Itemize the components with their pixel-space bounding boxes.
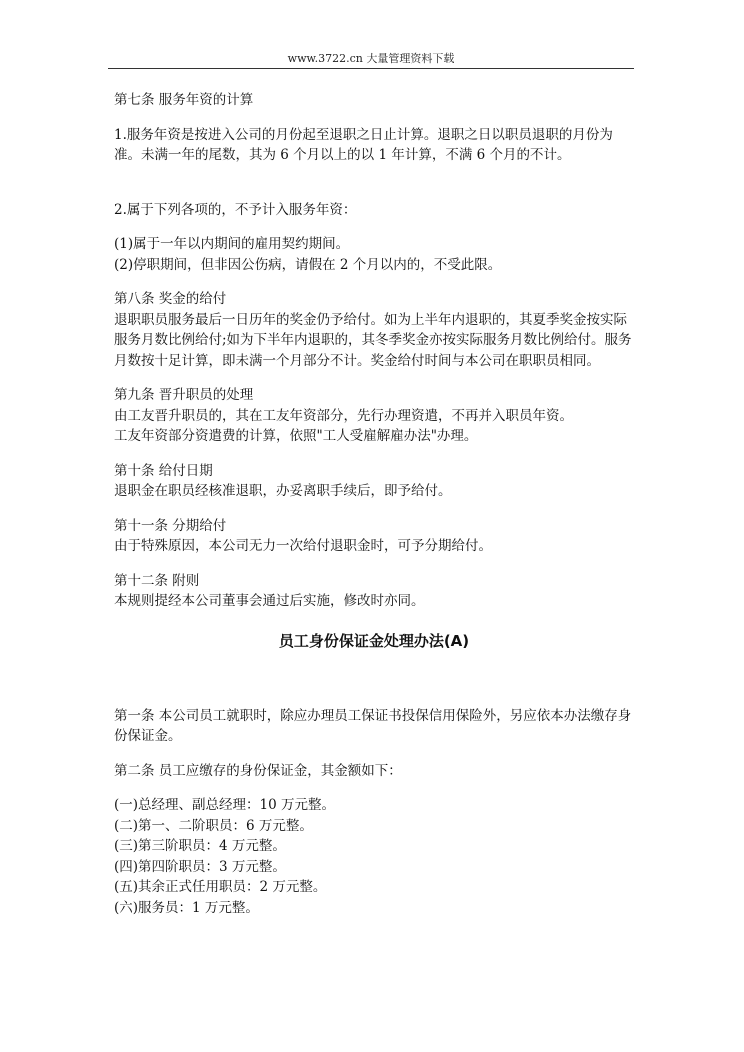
article-7-item-1: (1)属于一年以内期间的雇用契约期间。 bbox=[114, 236, 350, 252]
article-7-title: 第七条 服务年资的计算 bbox=[114, 92, 254, 108]
section-title: 员工身份保证金处理办法(A) bbox=[278, 631, 470, 650]
deposit-item: (二)第一、二阶职员：6 万元整。 bbox=[114, 817, 313, 834]
deposit-item: (六)服务员：1 万元整。 bbox=[114, 899, 259, 916]
deposit-article-1: 第一条 本公司员工就职时，除应办理员工保证书投保信用保险外，另应依本办法缴存身份保证金。 bbox=[114, 707, 632, 744]
article-11-title: 第十一条 分期给付 bbox=[114, 517, 227, 534]
article-7-paragraph-1: 1.服务年资是按进入公司的月份起至退职之日止计算。退职之日以职员退职的月份为准。未满一年的尾数，其为 6 个月以上的以 1 年计算，不满 6 个月的不计。 bbox=[114, 126, 613, 163]
deposit-article-2: 第二条 员工应缴存的身份保证金，其金额如下： bbox=[114, 762, 402, 779]
article-9-title: 第九条 晋升职员的处理 bbox=[114, 387, 254, 403]
article-12-body: 本规则提经本公司董事会通过后实施，修改时亦同。 bbox=[114, 593, 425, 609]
article-10-body: 退职金在职员经核准退职，办妥离职手续后，即予给付。 bbox=[114, 483, 452, 499]
article-7-item-2: (2)停职期间，但非因公伤病，请假在 2 个月以内的，不受此限。 bbox=[114, 256, 502, 273]
article-9-line-1: 由工友晋升职员的，其在工友年资部分，先行办理资遣，不再并入职员年资。 bbox=[114, 407, 573, 424]
article-9-line-2: 工友年资部分资遣费的计算，依照"工人受雇解雇办法"办理。 bbox=[114, 428, 478, 444]
deposit-item: (三)第三阶职员：4 万元整。 bbox=[114, 838, 286, 854]
deposit-item: (四)第四阶职员：3 万元整。 bbox=[114, 858, 286, 875]
page-header: www.3722.cn 大量管理资料下载 bbox=[287, 52, 455, 65]
header-divider bbox=[108, 68, 634, 69]
article-7-paragraph-2: 2.属于下列各项的，不予计入服务年资： bbox=[114, 201, 357, 218]
deposit-item: (一)总经理、副总经理：10 万元整。 bbox=[114, 797, 336, 813]
article-11-body: 由于特殊原因，本公司无力一次给付退职金时，可予分期给付。 bbox=[114, 538, 492, 554]
document-body bbox=[114, 90, 634, 918]
article-10-title: 第十条 给付日期 bbox=[114, 462, 213, 479]
deposit-item: (五)其余正式任用职员：2 万元整。 bbox=[114, 879, 327, 895]
article-8-title: 第八条 奖金的给付 bbox=[114, 291, 227, 307]
article-8-body: 退职职员服务最后一日历年的奖金仍予给付。如为上半年内退职的，其夏季奖金按实际服务月数比例给付;如为下半年内退职的，其冬季奖金亦按实际服务月数比例给付。服务月数按十足计算，即未满一个月部分不计。奖金给付时间与本公司在职职员相同。 bbox=[114, 311, 632, 369]
article-12-title: 第十二条 附则 bbox=[114, 572, 200, 589]
